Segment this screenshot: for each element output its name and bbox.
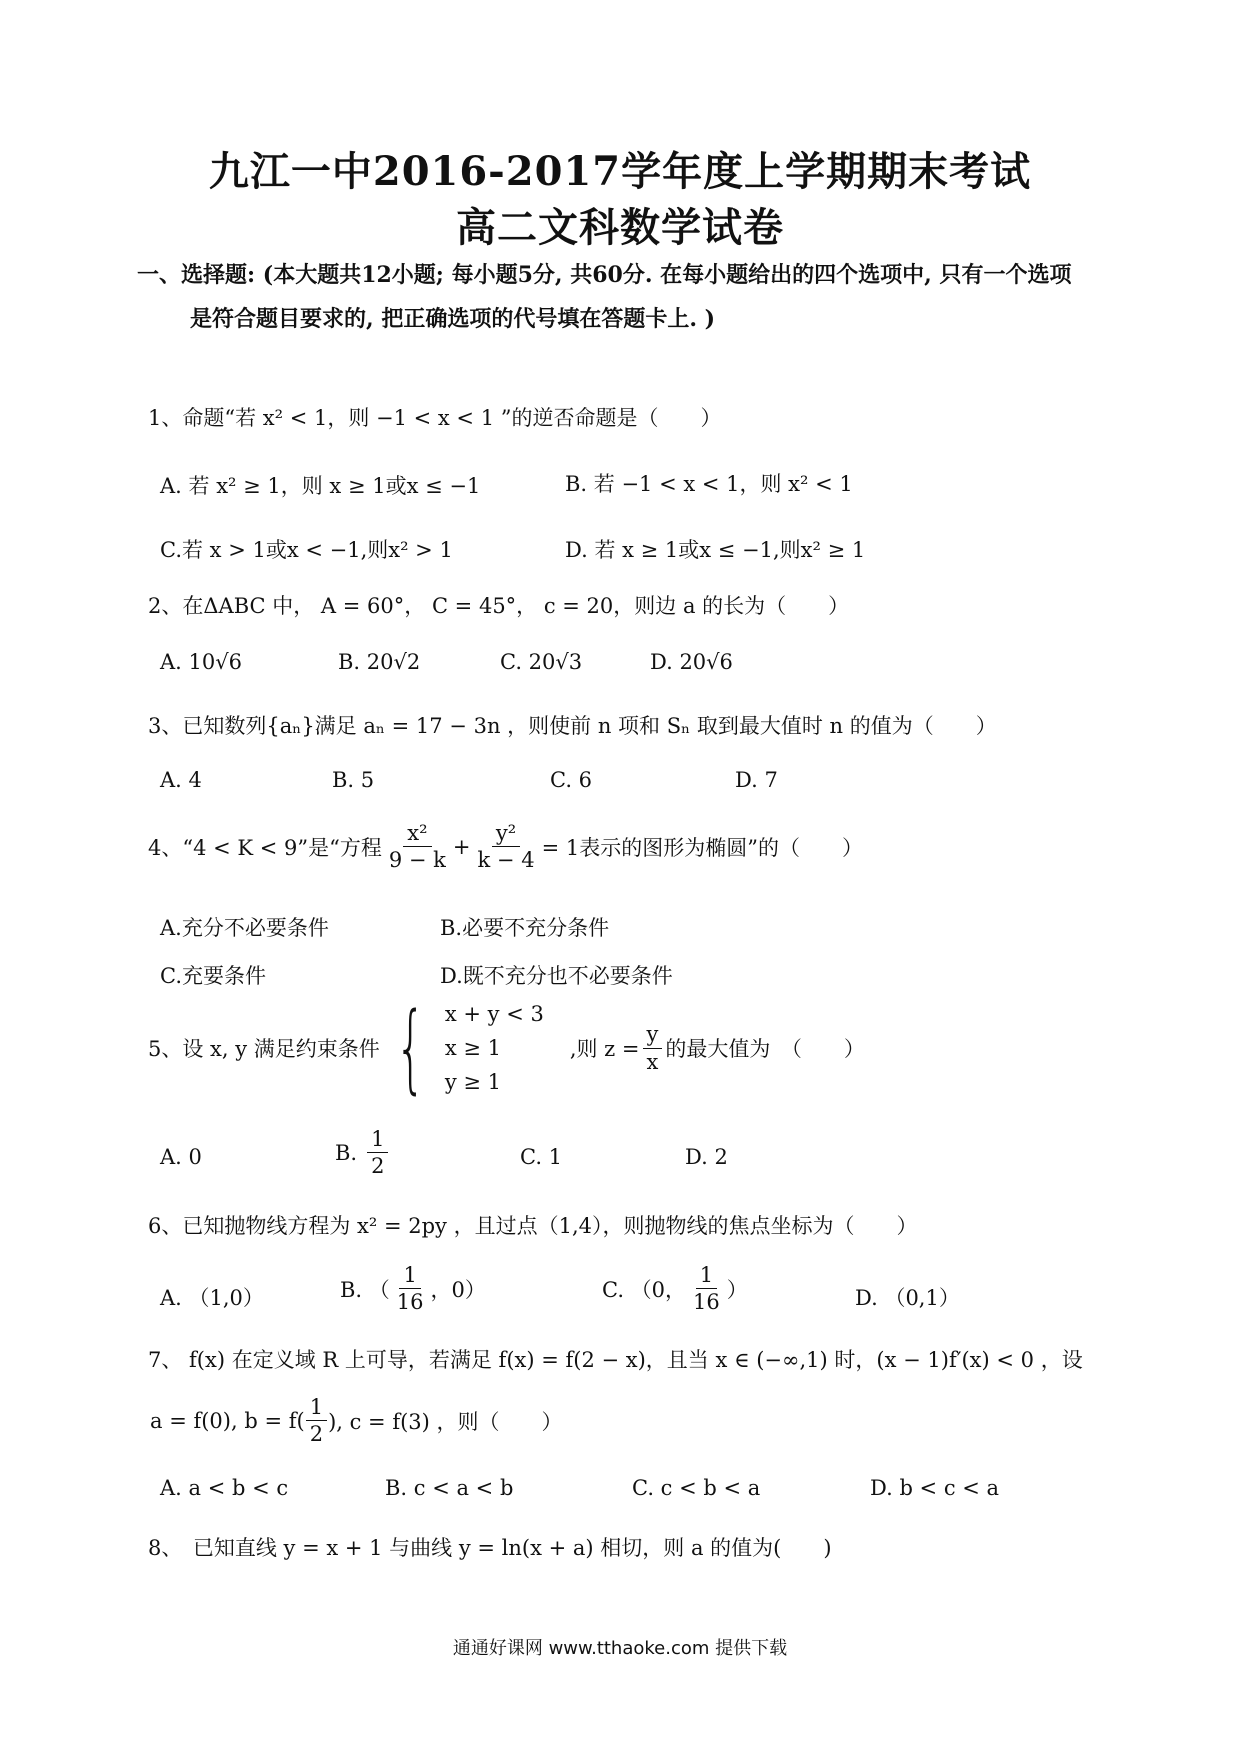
- question-1-option-b: B. 若 −1 < x < 1，则 x² < 1: [565, 472, 853, 496]
- question-5-constraint-3: y ≥ 1: [444, 1070, 502, 1094]
- question-4-stem-suffix: = 1表示的图形为椭圆”的（ ）: [541, 835, 863, 860]
- question-7-option-b: B. c < a < b: [385, 1476, 514, 1500]
- question-6-option-c-prefix: C. （0，: [602, 1277, 687, 1302]
- question-3-option-d: D. 7: [735, 768, 778, 792]
- question-4-stem: [148, 822, 863, 871]
- question-5-option-b-numerator: 1: [367, 1128, 388, 1153]
- question-3-option-b: B. 5: [332, 768, 375, 792]
- question-7-option-c: C. c < b < a: [632, 1476, 761, 1500]
- question-7-option-d: D. b < c < a: [870, 1476, 1000, 1500]
- question-7-fraction-numerator: 1: [306, 1396, 327, 1421]
- question-5-option-c: C. 1: [520, 1145, 563, 1169]
- question-6-option-c: [602, 1264, 748, 1313]
- question-7-stem-line2-suffix: ), c = f(3) ，则（ ）: [328, 1409, 563, 1434]
- question-5-constraint-system: [380, 992, 544, 1104]
- question-5-option-a: A. 0: [160, 1145, 202, 1169]
- question-4-fraction-1: [385, 822, 450, 871]
- question-5-stem-prefix: 5、设 x, y 满足约束条件: [148, 1037, 380, 1061]
- question-4-option-c: C.充要条件: [160, 964, 266, 988]
- question-2-stem: 2、在ΔABC 中， A = 60°， C = 45°， c = 20，则边 a 的长为（ ）: [148, 594, 850, 618]
- question-4-plus: +: [452, 834, 471, 859]
- question-4-fraction-2-numerator: y²: [492, 822, 520, 847]
- question-7-fraction: [306, 1396, 327, 1445]
- question-4-fraction-2: [474, 822, 539, 871]
- question-1-stem: 1、命题“若 x² < 1，则 −1 < x < 1 ”的逆否命题是（ ）: [148, 406, 722, 430]
- question-6-option-c-numerator: 1: [696, 1264, 717, 1289]
- question-5-option-b: [335, 1128, 391, 1177]
- question-5-fraction-denominator: x: [646, 1049, 659, 1074]
- question-4-fraction-2-denominator: k − 4: [477, 848, 535, 873]
- question-3-option-a: A. 4: [160, 768, 202, 792]
- question-6-option-c-fraction: [689, 1264, 724, 1313]
- question-6-option-b-prefix: B. （: [340, 1277, 390, 1302]
- question-5-fraction-numerator: y: [643, 1023, 663, 1048]
- question-6-option-b-suffix: ，0）: [430, 1277, 486, 1302]
- question-4-option-a: A.充分不必要条件: [160, 916, 329, 940]
- question-4-option-b: B.必要不充分条件: [440, 916, 610, 940]
- question-6-option-c-denominator: 16: [693, 1290, 720, 1315]
- question-6-option-b-numerator: 1: [399, 1264, 420, 1289]
- question-5-fraction: [643, 1023, 663, 1072]
- question-6-option-a: A. （1,0）: [160, 1286, 264, 1310]
- question-5-stem-suffix: 的最大值为 （ ）: [665, 1037, 865, 1061]
- question-8-stem: 8、 已知直线 y = x + 1 与曲线 y = ln(x + a) 相切，则 a 的值为( ): [148, 1536, 832, 1560]
- exam-title: 九江一中2016-2017学年度上学期期末考试: [208, 148, 1032, 195]
- question-2-option-c: C. 20√3: [500, 650, 583, 674]
- question-4-option-d: D.既不充分也不必要条件: [440, 964, 673, 988]
- section-heading-line2: 是符合题目要求的, 把正确选项的代号填在答题卡上. ): [190, 306, 716, 332]
- question-7-stem-line2-prefix: a = f(0), b = f(: [150, 1408, 305, 1433]
- question-5-option-b-label: B.: [335, 1140, 358, 1165]
- question-7-option-a: A. a < b < c: [160, 1476, 289, 1500]
- question-5-stem-middle: ,则 z =: [569, 1037, 640, 1061]
- question-5-constraint-1: x + y < 3: [444, 1002, 544, 1026]
- question-6-option-d: D. （0,1）: [855, 1286, 960, 1310]
- question-4-fraction-1-denominator: 9 − k: [388, 848, 446, 873]
- question-6-option-c-suffix: ）: [726, 1277, 748, 1302]
- question-3-option-c: C. 6: [550, 768, 593, 792]
- question-3-stem: 3、已知数列{aₙ}满足 aₙ = 17 − 3n ，则使前 n 项和 Sₙ 取到最大值时 n 的值为（ ）: [148, 714, 997, 738]
- question-6-option-b-denominator: 16: [396, 1290, 424, 1315]
- question-6-option-b: [340, 1264, 486, 1313]
- question-1-option-a: A. 若 x² ≥ 1，则 x ≥ 1或x ≤ −1: [160, 474, 481, 498]
- question-6-stem: 6、已知抛物线方程为 x² = 2py ，且过点（1,4），则抛物线的焦点坐标为（ ）: [148, 1214, 918, 1238]
- question-1-option-d: D. 若 x ≥ 1或x ≤ −1,则x² ≥ 1: [565, 538, 866, 562]
- question-7-stem-line2: [150, 1396, 563, 1445]
- question-2-option-a: A. 10√6: [160, 650, 242, 674]
- page-footer: 通通好课网 www.tthaoke.com 提供下载: [452, 1638, 788, 1659]
- left-brace-icon: {: [395, 992, 426, 1104]
- question-7-stem-line1: 7、 f(x) 在定义域 R 上可导，若满足 f(x) = f(2 − x)，且当 x ∈ (−∞,1) 时，(x − 1)f′(x) < 0 ，设: [148, 1348, 1083, 1372]
- section-heading-line1: 一、选择题: (本大题共12小题; 每小题5分, 共60分. 在每小题给出的四个选项中, 只有一个选项: [137, 262, 1072, 288]
- question-5-stem: [148, 992, 865, 1104]
- question-5-option-d: D. 2: [685, 1145, 728, 1169]
- question-4-fraction-1-numerator: x²: [403, 822, 431, 847]
- question-5-option-b-denominator: 2: [371, 1154, 385, 1179]
- question-2-option-d: D. 20√6: [650, 650, 733, 674]
- question-6-option-b-fraction: [393, 1264, 428, 1313]
- question-1-option-c: C.若 x > 1或x < −1,则x² > 1: [160, 538, 453, 562]
- question-5-option-b-fraction: [367, 1128, 388, 1177]
- question-2-option-b: B. 20√2: [338, 650, 421, 674]
- question-7-fraction-denominator: 2: [309, 1422, 324, 1447]
- exam-subtitle: 高二文科数学试卷: [456, 204, 784, 251]
- question-5-constraint-2: x ≥ 1: [444, 1036, 502, 1060]
- question-4-stem-prefix: 4、“4 < K < 9”是“方程: [148, 835, 382, 860]
